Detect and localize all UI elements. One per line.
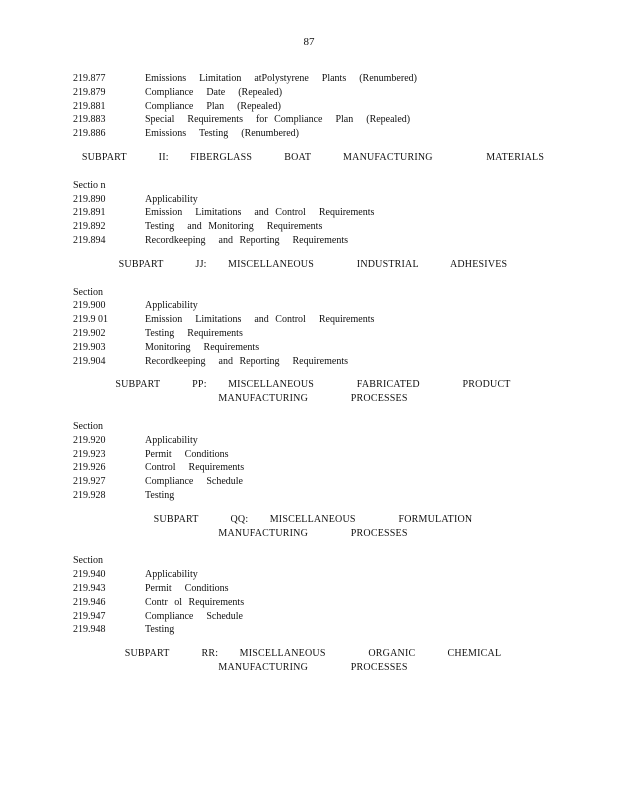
section-row: [73, 610, 553, 624]
section-title: Applicability: [145, 434, 198, 446]
section-row: [73, 234, 553, 248]
section-title: Recordkeeping and Reporting Requirements: [145, 355, 349, 367]
section-number: 219.879: [73, 86, 106, 98]
section-number: 219.903: [73, 341, 106, 353]
section-title: Permit Conditions: [145, 448, 229, 460]
section-number: 219.940: [73, 569, 106, 581]
section-row: [73, 434, 553, 448]
section-title: Testing: [145, 624, 175, 636]
section-title: Monitoring Requirements: [145, 341, 260, 353]
section-number: 219.886: [73, 128, 106, 140]
section-row: [73, 206, 553, 220]
section-number: 219.883: [73, 114, 106, 126]
section-row: [73, 568, 553, 582]
section-number: 219.947: [73, 610, 106, 622]
section-title: Emission Limitations and Control Requirements: [145, 314, 375, 326]
section-row: [73, 327, 553, 341]
section-row: [73, 596, 553, 610]
section-number: 219.920: [73, 434, 106, 446]
section-number: 219.948: [73, 624, 106, 636]
subpart-heading: SUBPART PP: MISCELLANEOUS FABRICATED PRODUCT: [115, 379, 511, 391]
section-number: 219.928: [73, 489, 106, 501]
section-number: 219.892: [73, 221, 106, 233]
section-number: 219.894: [73, 234, 106, 246]
section-title: Applicability: [145, 569, 198, 581]
subpart-heading-continued: MANUFACTURING PROCESSES: [218, 393, 408, 405]
section-row: [73, 341, 553, 355]
section-title: Testing Requirements: [145, 327, 243, 339]
section-number: 219.877: [73, 73, 106, 84]
section-title: Testing: [145, 489, 175, 501]
section-row: [73, 86, 553, 100]
section-title: Compliance Schedule: [145, 476, 243, 488]
section-title: Contr ol Requirements: [145, 596, 245, 608]
section-title: Control Requirements: [145, 462, 245, 474]
section-title: Compliance Date (Repealed): [145, 86, 283, 98]
section-title: Applicability: [145, 300, 198, 312]
section-row: [73, 220, 553, 234]
section-column-label: Sectio n: [73, 179, 106, 191]
section-row: [73, 489, 553, 503]
subpart-block: [73, 248, 553, 369]
section-title: Recordkeeping and Reporting Requirements: [145, 234, 349, 246]
section-number: 219.891: [73, 207, 106, 219]
subpart-block: [73, 141, 553, 248]
subpart-heading-continued: MANUFACTURING PROCESSES: [218, 527, 408, 539]
section-row: [73, 313, 553, 327]
section-title: Emissions Limitation atPolystyrene Plants (Renumbered): [145, 73, 417, 84]
subpart-heading: SUBPART II: FIBERGLASS BOAT MANUFACTURING MATERIALS: [81, 151, 545, 163]
section-row: [73, 113, 553, 127]
section-row: [73, 355, 553, 369]
section-number: 219.943: [73, 582, 106, 594]
section-title: Compliance Plan (Repealed): [145, 100, 281, 112]
subpart-heading: SUBPART JJ: MISCELLANEOUS INDUSTRIAL ADHESIVES: [118, 258, 508, 270]
subpart-list: [73, 141, 553, 675]
page-number: 87: [303, 36, 315, 48]
section-number: 219.890: [73, 193, 106, 205]
table-of-contents: [73, 72, 553, 675]
subpart-heading-continued: MANUFACTURING PROCESSES: [218, 661, 408, 673]
section-column-label: Section: [73, 555, 103, 567]
section-title: Permit Conditions: [145, 582, 229, 594]
section-title: Special Requirements for Compliance Plan (Repealed): [145, 114, 411, 126]
section-row: [73, 448, 553, 462]
section-column-label: Section: [73, 420, 103, 432]
section-row: [73, 193, 553, 207]
section-row: [73, 72, 553, 86]
section-title: Applicability: [145, 193, 198, 205]
subpart-heading: SUBPART QQ: MISCELLANEOUS FORMULATION: [153, 513, 473, 525]
section-number: 219.900: [73, 300, 106, 312]
section-number: 219.9 01: [73, 314, 108, 326]
section-number: 219.902: [73, 327, 106, 339]
section-title: Emissions Testing (Renumbered): [145, 128, 299, 140]
section-number: 219.881: [73, 100, 106, 112]
subpart-block: [73, 637, 553, 675]
subpart-block: [73, 368, 553, 502]
section-number: 219.946: [73, 596, 106, 608]
section-row: [73, 475, 553, 489]
section-number: 219.904: [73, 355, 106, 367]
section-title: Emission Limitations and Control Requirements: [145, 207, 375, 219]
section-title: Compliance Schedule: [145, 610, 243, 622]
subpart-heading: SUBPART RR: MISCELLANEOUS ORGANIC CHEMICAL: [124, 648, 502, 660]
section-row: [73, 127, 553, 141]
subpart-block: [73, 503, 553, 637]
section-row: [73, 100, 553, 114]
section-row: [73, 299, 553, 313]
section-number: 219.926: [73, 462, 106, 474]
section-row: [73, 623, 553, 637]
section-number: 219.923: [73, 448, 106, 460]
section-number: 219.927: [73, 476, 106, 488]
section-title: Testing and Monitoring Requirements: [145, 221, 323, 233]
initial-section-list: [73, 72, 553, 141]
section-column-label: Section: [73, 286, 103, 298]
section-row: [73, 461, 553, 475]
section-row: [73, 582, 553, 596]
